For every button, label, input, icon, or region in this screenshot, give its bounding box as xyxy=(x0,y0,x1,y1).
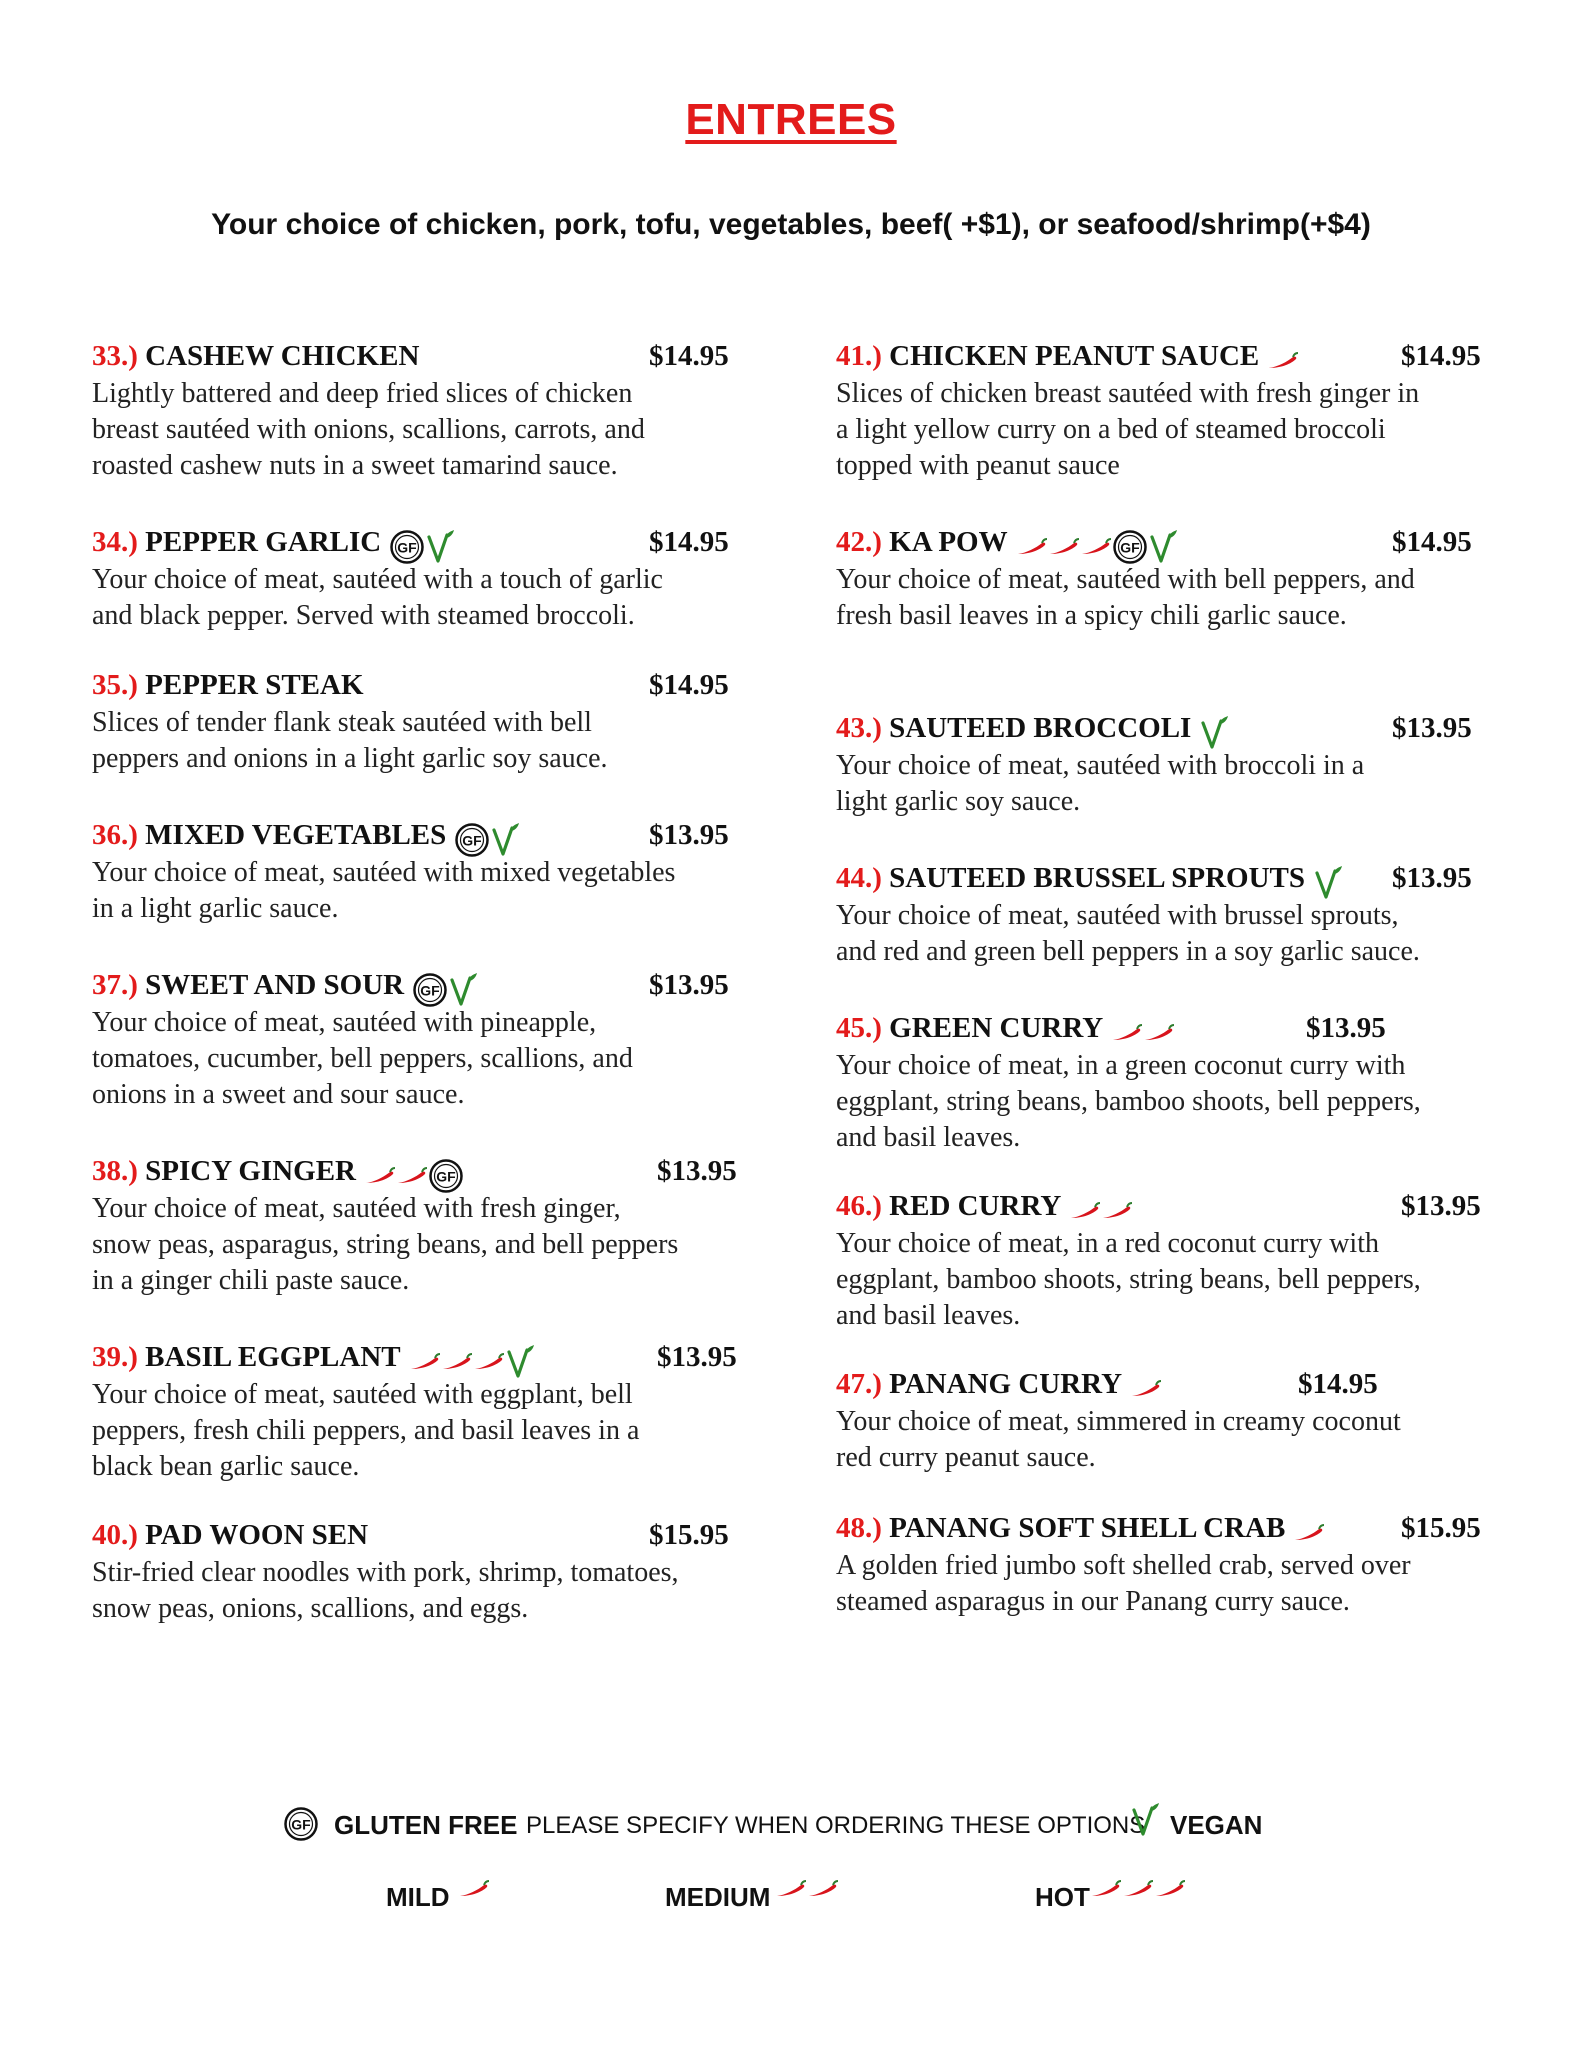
svg-text:GF: GF xyxy=(1119,539,1140,556)
chili-icon xyxy=(1016,538,1048,556)
menu-item xyxy=(92,522,752,634)
menu-item xyxy=(836,708,1496,820)
item-heading xyxy=(836,1186,1496,1226)
item-number: 33.) xyxy=(92,340,138,372)
item-description xyxy=(92,705,752,777)
item-description xyxy=(92,1377,752,1485)
description-line: Your choice of meat, sautéed with eggplant, bell xyxy=(92,1379,633,1410)
chili-icon xyxy=(1130,1380,1162,1398)
description-line: Your choice of meat, simmered in creamy coconut xyxy=(836,1406,1401,1437)
item-name: PANANG SOFT SHELL CRAB xyxy=(889,1512,1286,1544)
item-description xyxy=(92,1005,752,1113)
menu-item xyxy=(836,522,1496,634)
item-heading xyxy=(92,1515,752,1555)
chili-icon xyxy=(458,1880,490,1898)
item-price: $14.95 xyxy=(1298,1368,1378,1400)
description-line: Your choice of meat, sautéed with mixed vegetables xyxy=(92,857,676,888)
chili-icon xyxy=(1048,538,1080,556)
description-line: Your choice of meat, in a green coconut curry with xyxy=(836,1050,1406,1081)
item-price: $14.95 xyxy=(649,526,729,558)
chili-icon xyxy=(1111,1024,1143,1042)
description-line: Your choice of meat, sautéed with broccoli in a xyxy=(836,750,1365,781)
item-number: 41.) xyxy=(836,340,882,372)
description-line: steamed asparagus in our Panang curry sauce. xyxy=(836,1586,1350,1617)
mild-chili-icons xyxy=(458,1880,490,1903)
item-heading xyxy=(836,858,1496,898)
item-description xyxy=(92,376,752,484)
item-description xyxy=(92,1191,752,1299)
menu-item xyxy=(92,336,752,484)
menu-item xyxy=(836,336,1496,484)
medium-label: MEDIUM xyxy=(665,1882,771,1912)
menu-item xyxy=(92,1151,752,1299)
menu-item xyxy=(836,1008,1496,1156)
item-name: GREEN CURRY xyxy=(889,1012,1104,1044)
description-line: Your choice of meat, in a red coconut curry with xyxy=(836,1228,1379,1259)
item-number: 42.) xyxy=(836,526,882,558)
item-description xyxy=(836,376,1496,484)
description-line: snow peas, onions, scallions, and eggs. xyxy=(92,1593,529,1624)
item-name: RED CURRY xyxy=(889,1190,1062,1222)
item-price: $13.95 xyxy=(657,1341,737,1373)
description-line: and red and green bell peppers in a soy garlic sauce. xyxy=(836,936,1420,967)
chili-icon xyxy=(1090,1880,1122,1898)
description-line: peppers, fresh chili peppers, and basil leaves in a xyxy=(92,1415,640,1446)
item-heading xyxy=(836,1364,1496,1404)
chili-icon xyxy=(775,1880,807,1898)
description-line: Your choice of meat, sautéed with pineapple, xyxy=(92,1007,597,1038)
svg-text:GF: GF xyxy=(462,832,482,849)
item-name: PANANG CURRY xyxy=(889,1368,1123,1400)
gluten-free-icon xyxy=(283,1806,319,1847)
item-heading xyxy=(836,1008,1496,1048)
spice-legend xyxy=(0,1874,1582,1918)
chili-icon xyxy=(1293,1524,1325,1542)
item-number: 35.) xyxy=(92,669,138,701)
ordering-note: PLEASE SPECIFY WHEN ORDERING THESE OPTIONS xyxy=(526,1812,1146,1839)
menu-item xyxy=(836,1364,1496,1476)
chili-icon xyxy=(1154,1880,1186,1898)
chili-icon xyxy=(1101,1202,1133,1220)
description-line: Slices of chicken breast sautéed with fresh ginger in xyxy=(836,378,1420,409)
description-line: topped with peanut sauce xyxy=(836,450,1120,481)
item-number: 34.) xyxy=(92,526,138,558)
description-line: and black pepper. Served with steamed broccoli. xyxy=(92,600,635,631)
item-heading xyxy=(92,1151,752,1191)
svg-text:GF: GF xyxy=(397,539,417,556)
gluten-free-label: GLUTEN FREE xyxy=(334,1810,518,1840)
description-line: Your choice of meat, sautéed with fresh ginger, xyxy=(92,1193,621,1224)
item-price: $13.95 xyxy=(657,1155,737,1187)
gluten-free-icon xyxy=(1112,529,1148,565)
description-line: and basil leaves. xyxy=(836,1122,1021,1153)
vegan-icon xyxy=(490,822,520,858)
menu-item xyxy=(92,1337,752,1485)
item-price: $13.95 xyxy=(1392,862,1472,894)
description-line: eggplant, string beans, bamboo shoots, bell peppers, xyxy=(836,1086,1421,1117)
page-title: ENTREES xyxy=(685,95,897,144)
item-number: 37.) xyxy=(92,969,138,1001)
item-heading xyxy=(836,708,1496,748)
item-heading xyxy=(92,665,752,705)
item-description xyxy=(836,898,1496,970)
item-description xyxy=(836,1048,1496,1156)
description-line: and basil leaves. xyxy=(836,1300,1021,1331)
item-number: 43.) xyxy=(836,712,882,744)
menu-item xyxy=(836,1186,1496,1334)
description-line: fresh basil leaves in a spicy chili garlic sauce. xyxy=(836,600,1347,631)
vegan-icon xyxy=(1199,715,1229,751)
description-line: peppers and onions in a light garlic soy sauce. xyxy=(92,743,608,774)
hot-label: HOT xyxy=(1035,1882,1090,1912)
description-line: Your choice of meat, sautéed with a touch of garlic xyxy=(92,564,663,595)
item-description xyxy=(92,562,752,634)
item-diet-markers xyxy=(364,1153,464,1193)
description-line: in a light garlic sauce. xyxy=(92,893,339,924)
description-line: breast sautéed with onions, scallions, carrots, and xyxy=(92,414,645,445)
item-diet-markers xyxy=(1313,860,1343,900)
svg-text:GF: GF xyxy=(420,982,440,999)
vegan-icon xyxy=(1148,529,1178,565)
item-name: PEPPER GARLIC xyxy=(145,526,382,558)
item-price: $13.95 xyxy=(649,969,729,1001)
description-line: Slices of tender flank steak sautéed with bell xyxy=(92,707,592,738)
item-heading xyxy=(92,815,752,855)
menu-item xyxy=(836,858,1496,970)
item-number: 36.) xyxy=(92,819,138,851)
item-heading xyxy=(92,1337,752,1377)
mild-label: MILD xyxy=(386,1882,450,1912)
item-diet-markers xyxy=(454,817,520,857)
chili-icon xyxy=(1122,1880,1154,1898)
description-line: A golden fried jumbo soft shelled crab, served over xyxy=(836,1550,1411,1581)
menu-item xyxy=(92,965,752,1113)
item-price: $14.95 xyxy=(1401,340,1481,372)
item-diet-markers xyxy=(1199,710,1229,750)
gluten-free-icon xyxy=(454,822,490,858)
description-line: Lightly battered and deep fried slices of chicken xyxy=(92,378,633,409)
item-number: 44.) xyxy=(836,862,882,894)
description-line: Stir-fried clear noodles with pork, shrimp, tomatoes, xyxy=(92,1557,679,1588)
chili-icon xyxy=(364,1167,396,1185)
vegan-icon xyxy=(425,529,455,565)
item-heading xyxy=(836,336,1496,376)
dietary-legend xyxy=(0,1800,1582,1848)
chili-icon xyxy=(1143,1024,1175,1042)
chili-icon xyxy=(807,1880,839,1898)
chili-icon xyxy=(1080,538,1112,556)
item-price: $15.95 xyxy=(649,1519,729,1551)
svg-text:GF: GF xyxy=(436,1168,456,1185)
item-description xyxy=(836,748,1496,820)
item-price: $14.95 xyxy=(649,669,729,701)
description-line: Your choice of meat, sautéed with bell peppers, and xyxy=(836,564,1415,595)
item-number: 47.) xyxy=(836,1368,882,1400)
item-heading xyxy=(836,522,1496,562)
item-name: SAUTEED BROCCOLI xyxy=(889,712,1192,744)
vegan-icon xyxy=(1130,1802,1160,1843)
protein-choice-subtitle: Your choice of chicken, pork, tofu, vegetables, beef( +$1), or seafood/shrimp(+$4) xyxy=(211,208,1371,241)
item-price: $13.95 xyxy=(1401,1190,1481,1222)
item-description xyxy=(836,1226,1496,1334)
item-name: BASIL EGGPLANT xyxy=(145,1341,401,1373)
item-name: CHICKEN PEANUT SAUCE xyxy=(889,340,1260,372)
menu-item xyxy=(836,1508,1496,1620)
item-diet-markers xyxy=(1016,524,1178,564)
item-diet-markers xyxy=(1130,1366,1162,1406)
item-diet-markers xyxy=(1111,1010,1175,1050)
item-name: SAUTEED BRUSSEL SPROUTS xyxy=(889,862,1305,894)
item-diet-markers xyxy=(1293,1510,1325,1550)
item-diet-markers xyxy=(409,1339,535,1379)
chili-icon xyxy=(473,1353,505,1371)
item-heading xyxy=(92,965,752,1005)
item-number: 45.) xyxy=(836,1012,882,1044)
description-line: roasted cashew nuts in a sweet tamarind sauce. xyxy=(92,450,618,481)
item-diet-markers xyxy=(1267,338,1299,378)
description-line: onions in a sweet and sour sauce. xyxy=(92,1079,465,1110)
description-line: Your choice of meat, sautéed with brussel sprouts, xyxy=(836,900,1399,931)
item-number: 48.) xyxy=(836,1512,882,1544)
chili-icon xyxy=(409,1353,441,1371)
vegan-icon xyxy=(448,972,478,1008)
hot-chili-icons xyxy=(1090,1880,1186,1903)
item-description xyxy=(836,1548,1496,1620)
item-price: $14.95 xyxy=(649,340,729,372)
menu-item xyxy=(92,815,752,927)
description-line: snow peas, asparagus, string beans, and bell peppers xyxy=(92,1229,679,1260)
item-number: 39.) xyxy=(92,1341,138,1373)
vegan-label: VEGAN xyxy=(1170,1810,1263,1840)
gluten-free-icon xyxy=(412,972,448,1008)
description-line: tomatoes, cucumber, bell peppers, scallions, and xyxy=(92,1043,633,1074)
item-description xyxy=(836,1404,1496,1476)
item-name: MIXED VEGETABLES xyxy=(145,819,447,851)
vegan-icon xyxy=(1130,1802,1160,1838)
medium-chili-icons xyxy=(775,1880,839,1903)
description-line: black bean garlic sauce. xyxy=(92,1451,360,1482)
item-number: 38.) xyxy=(92,1155,138,1187)
description-line: in a ginger chili paste sauce. xyxy=(92,1265,410,1296)
description-line: red curry peanut sauce. xyxy=(836,1442,1096,1473)
menu-item xyxy=(92,1515,752,1627)
svg-text:GF: GF xyxy=(291,1816,311,1833)
description-line: eggplant, bamboo shoots, string beans, bell peppers, xyxy=(836,1264,1421,1295)
item-price: $13.95 xyxy=(1306,1012,1386,1044)
item-name: CASHEW CHICKEN xyxy=(145,340,420,372)
chili-icon xyxy=(396,1167,428,1185)
item-name: SPICY GINGER xyxy=(145,1155,356,1187)
item-description xyxy=(836,562,1496,634)
item-description xyxy=(92,855,752,927)
chili-icon xyxy=(1069,1202,1101,1220)
description-line: a light yellow curry on a bed of steamed broccoli xyxy=(836,414,1386,445)
chili-icon xyxy=(441,1353,473,1371)
vegan-icon xyxy=(505,1344,535,1380)
vegan-icon xyxy=(1313,865,1343,901)
item-price: $15.95 xyxy=(1401,1512,1481,1544)
item-heading xyxy=(836,1508,1496,1548)
item-diet-markers xyxy=(1069,1188,1133,1228)
item-name: PEPPER STEAK xyxy=(145,669,364,701)
description-line: light garlic soy sauce. xyxy=(836,786,1081,817)
item-price: $13.95 xyxy=(1392,712,1472,744)
gluten-free-icon xyxy=(428,1158,464,1194)
item-name: KA POW xyxy=(889,526,1008,558)
item-diet-markers xyxy=(412,967,478,1007)
item-diet-markers xyxy=(389,524,455,564)
item-price: $13.95 xyxy=(649,819,729,851)
item-name: PAD WOON SEN xyxy=(145,1519,369,1551)
item-price: $14.95 xyxy=(1392,526,1472,558)
gluten-free-icon xyxy=(283,1806,319,1842)
chili-icon xyxy=(1267,352,1299,370)
item-heading xyxy=(92,336,752,376)
item-number: 46.) xyxy=(836,1190,882,1222)
item-heading xyxy=(92,522,752,562)
item-description xyxy=(92,1555,752,1627)
gluten-free-icon xyxy=(389,529,425,565)
menu-item xyxy=(92,665,752,777)
item-name: SWEET AND SOUR xyxy=(145,969,405,1001)
item-number: 40.) xyxy=(92,1519,138,1551)
